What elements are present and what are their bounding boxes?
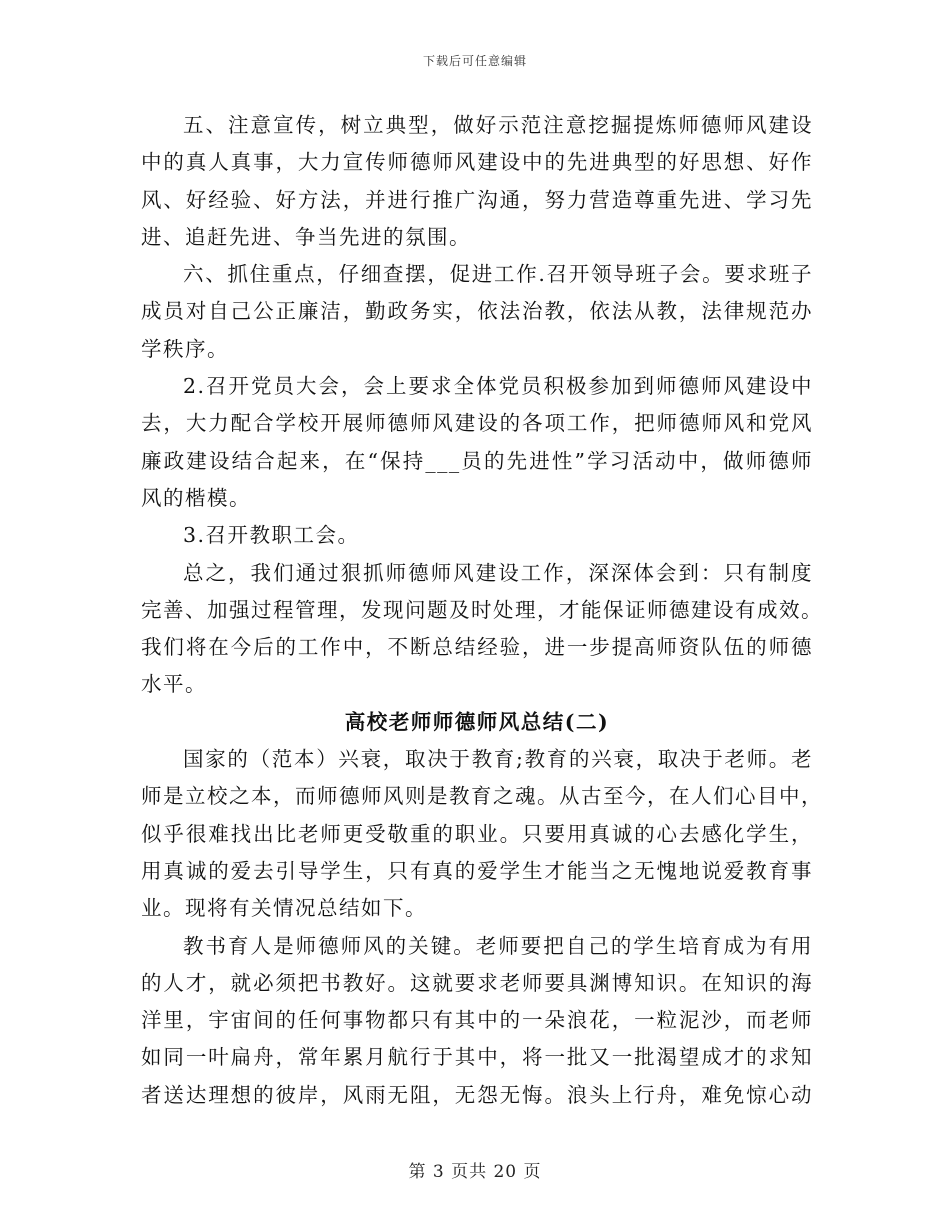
- section-title: 高校老师师德师风总结(二): [344, 709, 610, 734]
- text-line: 师是立校之本，而师德师风则是教育之魂。从古至今，在人们心目中，: [141, 784, 823, 809]
- text-line: 风、好经验、好方法，并进行推广沟通，努力营造尊重先进、学习先: [141, 187, 813, 212]
- text-line: 五、注意宣传，树立典型，做好示范注意挖掘提炼师德师风建设: [183, 113, 813, 137]
- page-header: 下载后可任意编辑: [422, 54, 527, 68]
- text-line: 教书育人是师德师风的关键。老师要把自己的学生培育成为有用: [183, 933, 813, 958]
- paragraph: [141, 928, 813, 1114]
- text-line: 似乎很难找出比老师更受敬重的职业。只要用真诚的心去感化学生，: [141, 821, 813, 846]
- text-line: 我们将在今后的工作中，不断总结经验，进一步提高师资队伍的师德: [141, 635, 813, 660]
- paragraph: [141, 368, 813, 517]
- text-line: 者送达理想的彼岸，风雨无阻，无怨无悔。浪头上行舟，难免惊心动: [141, 1082, 813, 1107]
- text-line: 中的真人真事，大力宣传师德师风建设中的先进典型的好思想、好作: [141, 150, 813, 175]
- text-line: 学秩序。: [141, 336, 229, 361]
- text-line: 用真诚的爱去引导学生，只有真的爱学生才能当之无愧地说爱教育事: [141, 858, 813, 883]
- text-line: 如同一叶扁舟，常年累月航行于其中，将一批又一批渴望成才的求知: [141, 1045, 813, 1070]
- text-line: 国家的（范本）兴衰，取决于教育;教育的兴衰，取决于老师。老: [183, 747, 813, 772]
- text-line: 3.召开教职工会。: [183, 523, 360, 548]
- text-line: 风的楷模。: [141, 485, 251, 510]
- text-line: 洋里，宇宙间的任何事物都只有其中的一朵浪花，一粒泥沙，而老师: [141, 1008, 813, 1033]
- paragraph: [141, 741, 823, 927]
- paragraph: [141, 107, 813, 256]
- text-line: 成员对自己公正廉洁，勤政务实，依法治教，依法从教，法律规范办: [141, 299, 813, 324]
- text-line: 总之，我们通过狠抓师德师风建设工作，深深体会到：只有制度: [183, 560, 813, 585]
- text-line: 业。现将有关情况总结如下。: [141, 896, 427, 921]
- page-footer: 第 3 页共 20 页: [408, 1162, 542, 1182]
- text-line: 的人才，就必须把书教好。这就要求老师要具渊博知识。在知识的海: [141, 970, 813, 995]
- text-line: 六、抓住重点，仔细查摆，促进工作.召开领导班子会。要求班子: [183, 262, 813, 287]
- paragraph: [141, 555, 823, 704]
- document-body: [141, 107, 823, 1114]
- text-line: 水平。: [141, 672, 207, 697]
- text-line: 进、追赶先进、争当先进的氛围。: [141, 224, 471, 249]
- paragraph: [141, 256, 813, 368]
- text-line: 去，大力配合学校开展师德师风建设的各项工作，把师德师风和党风: [141, 411, 813, 436]
- paragraph: [141, 517, 813, 554]
- text-line: 廉政建设结合起来，在“保持___员的先进性”学习活动中，做师德师: [141, 448, 813, 473]
- text-line: 2.召开党员大会，会上要求全体党员积极参加到师德师风建设中: [183, 374, 813, 399]
- text-line: 完善、加强过程管理，发现问题及时处理，才能保证师德建设有成效。: [141, 597, 823, 622]
